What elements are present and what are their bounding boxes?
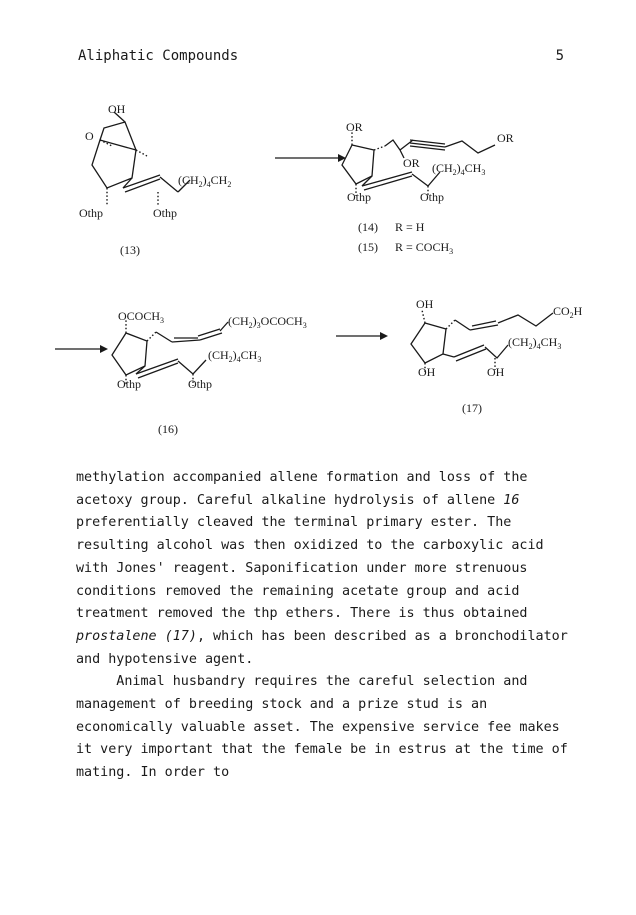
compound-13-structure <box>79 102 231 257</box>
c14-chain-label: $(CH_2)_4CH_3$ <box>432 161 486 177</box>
arrow-3-head <box>380 332 388 340</box>
compound-17-structure <box>411 297 583 415</box>
c14-or-right: OR <box>497 131 514 145</box>
c17-oh-1: OH <box>418 365 436 379</box>
body-text <box>76 467 576 785</box>
c14-othp-2: Othp <box>420 190 444 204</box>
compound-name-prostalene: prostalene (17) <box>76 628 197 644</box>
arrow-2-head <box>100 345 108 353</box>
c16-side-chain: $(CH_2)_3OCOCH_3$ <box>228 314 307 330</box>
c16-ococh3: $OCOCH_3$ <box>118 309 165 325</box>
c16-othp-1: Othp <box>117 377 141 391</box>
c14-or-top: OR <box>346 120 363 134</box>
c13-oxolane-ring <box>100 122 136 150</box>
c14-r-def: R = H <box>395 220 425 234</box>
c14-or-mid: OR <box>403 156 420 170</box>
c13-label: (13) <box>120 243 140 257</box>
c17-chain-label: $(CH_2)_4CH_3$ <box>508 335 562 351</box>
compound-ref-16: 16 <box>503 492 520 508</box>
c13-chain-label: $(CH_2)_4CH_2$ <box>178 173 232 189</box>
c17-oh-2: OH <box>487 365 505 379</box>
paragraph-2: Animal husbandry requires the careful selection and management of breeding stock and a prize stud is an economically valuable asset. The expensive service fee makes it very important that the female be in estrus at the time of mating. In order to <box>76 674 568 781</box>
c16-othp-2: Othp <box>188 377 212 391</box>
c17-oh-top: OH <box>416 297 434 311</box>
paragraph-1: methylation accompanied allene formation and loss of the acetoxy group. Careful alkaline hydrolysis of allene 16 preferentially cleaved the terminal primary ester. The resulting alcohol was then oxidized to the carboxylic acid with Jones' reagent. Saponification under more strenuous conditions removed the remaining acetate group and acid treatment removed the thp ethers. There is thus obtained prostalene (17), which has been described as a bronchodilator and hypotensive agent. <box>76 470 568 667</box>
c13-ring-o-label: O <box>85 129 94 143</box>
c13-othp-1: Othp <box>79 206 103 220</box>
compound-14-15-structure <box>342 120 514 256</box>
c16-label: (16) <box>158 422 178 436</box>
c17-co2h: $CO_2H$ <box>553 304 583 320</box>
c13-othp-2: Othp <box>153 206 177 220</box>
c14-label: (14) <box>358 220 378 234</box>
c16-chain-label: $(CH_2)_4CH_3$ <box>208 348 262 364</box>
page-number: 5 <box>555 48 564 64</box>
c17-label: (17) <box>462 401 482 415</box>
c13-oh-label: OH <box>108 102 126 116</box>
c17-cyclopentane-ring <box>411 323 446 363</box>
compound-16-structure <box>112 309 307 436</box>
c15-r-def: $R = COCH_3$ <box>395 240 454 256</box>
c15-label: (15) <box>358 240 378 254</box>
running-title: Aliphatic Compounds <box>78 48 239 64</box>
c14-othp-1: Othp <box>347 190 371 204</box>
